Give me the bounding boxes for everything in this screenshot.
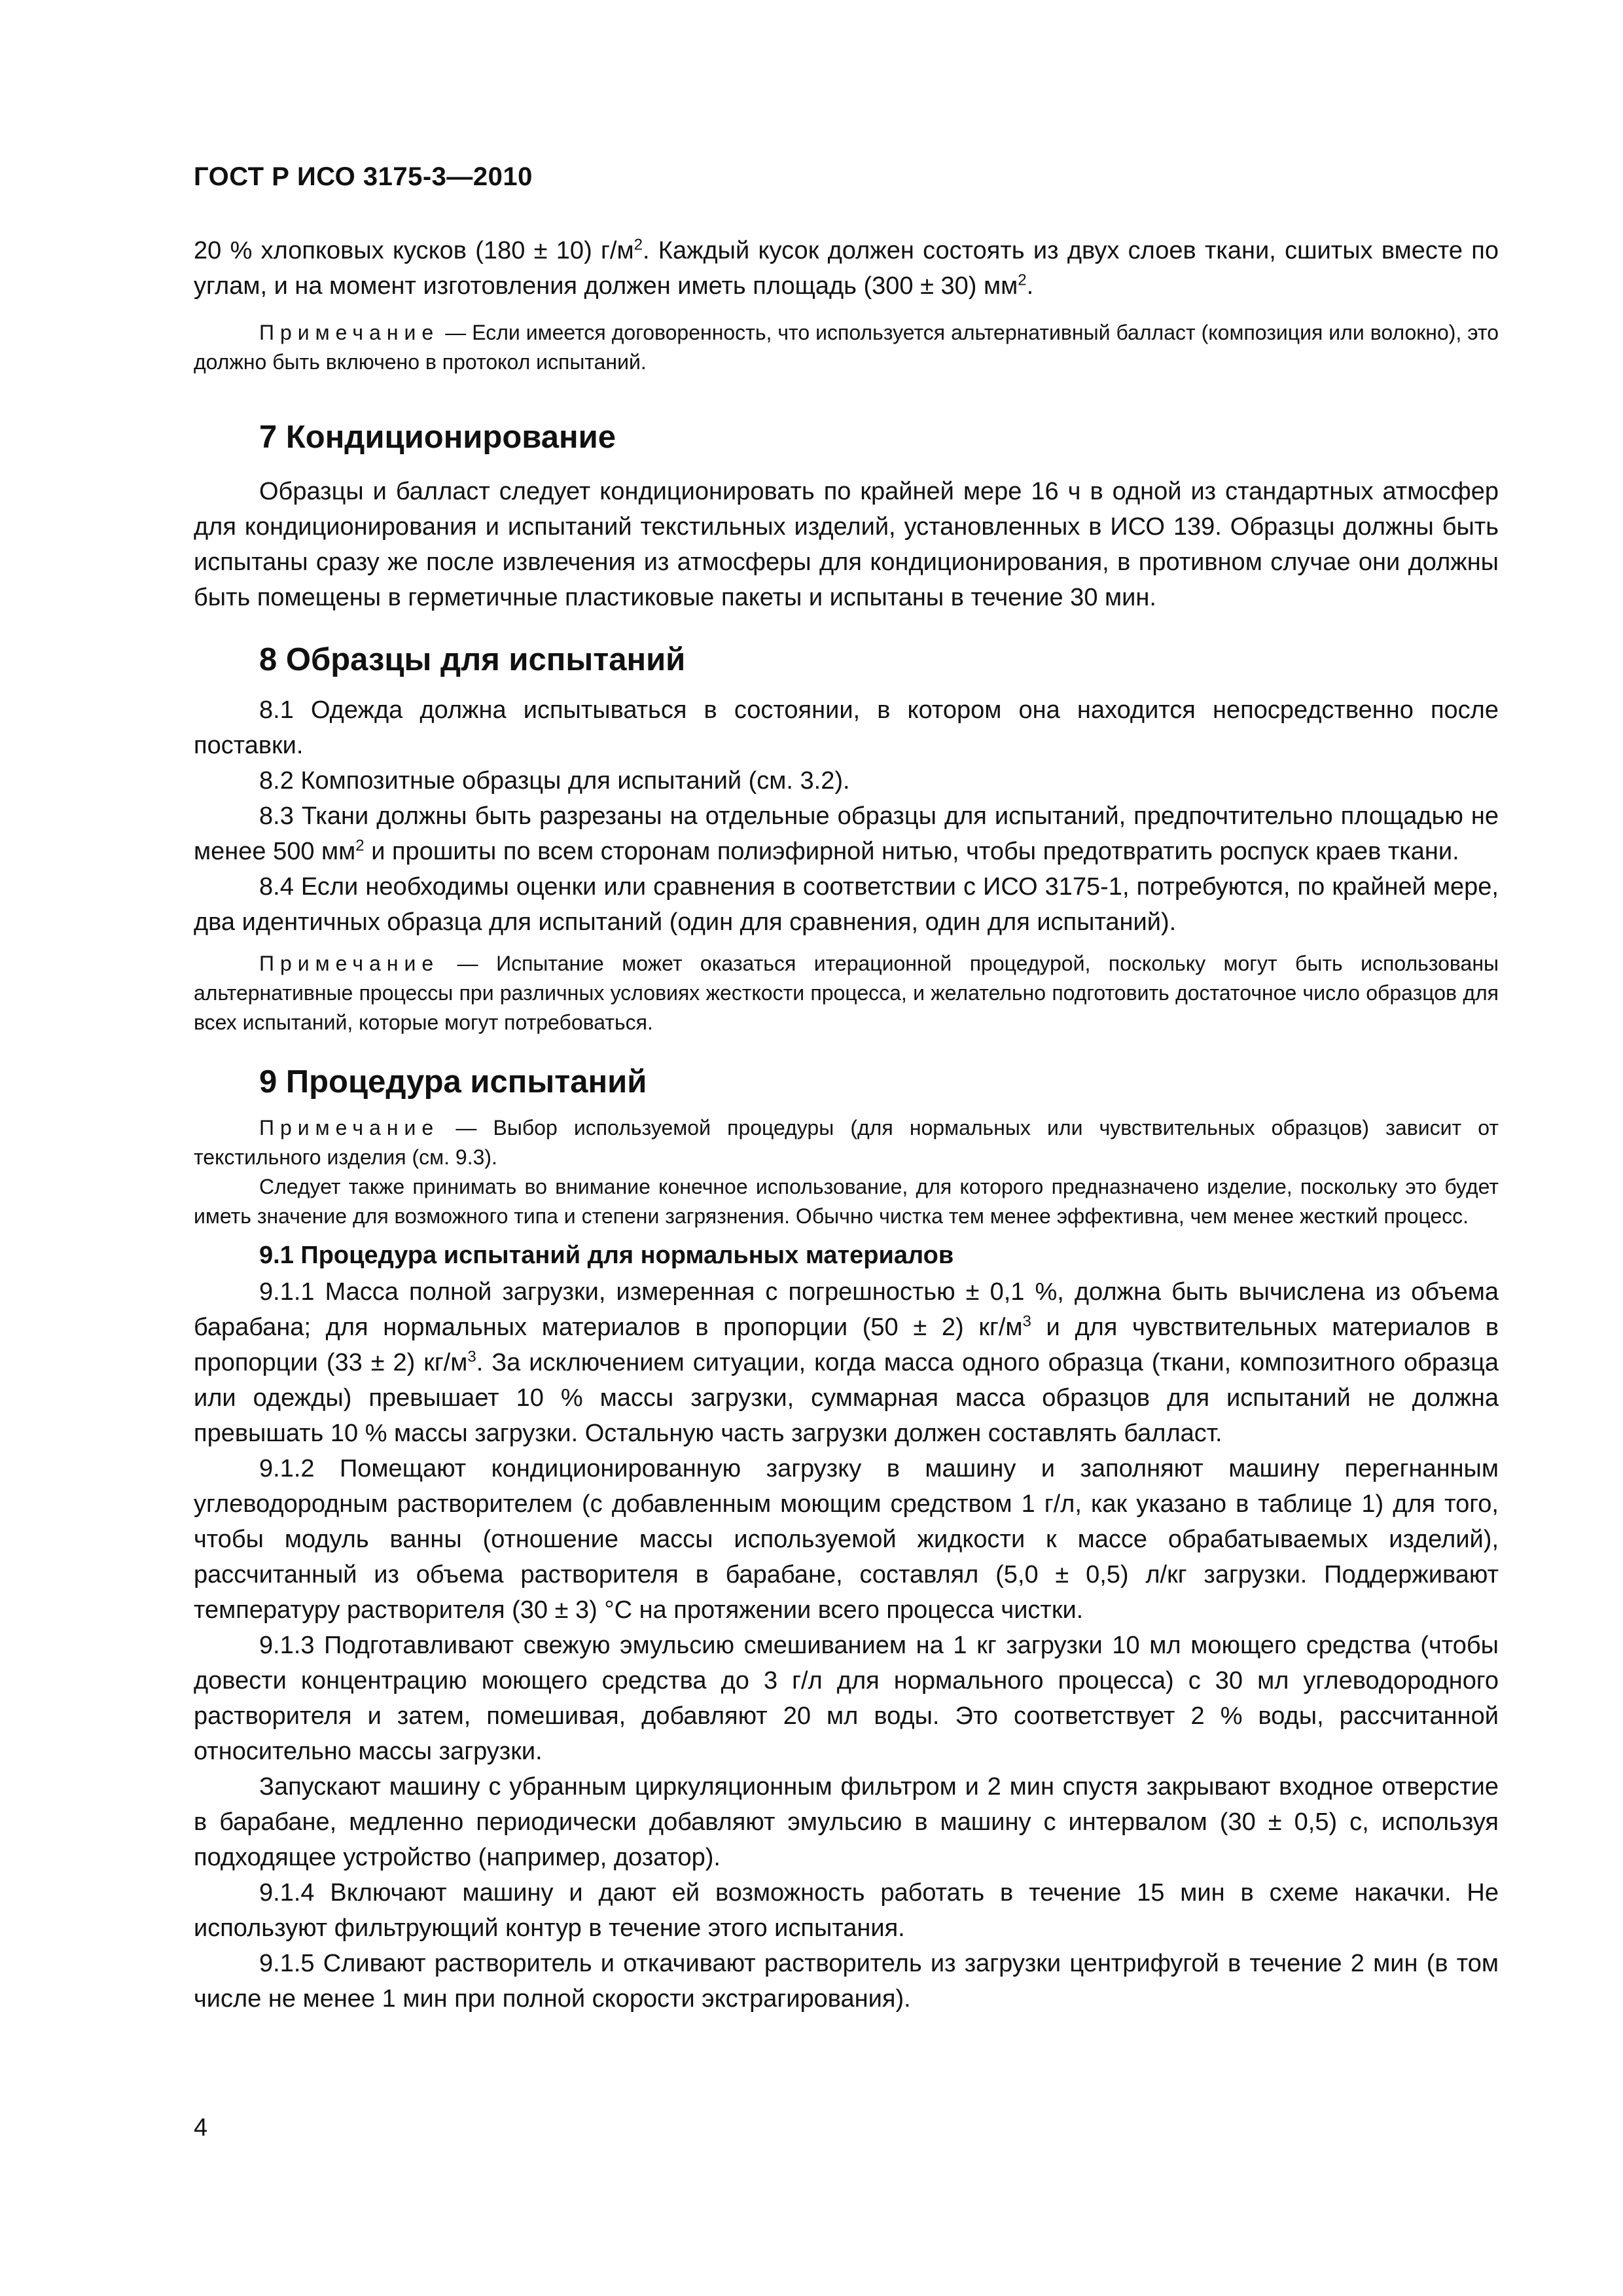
section-7-text: Образцы и балласт следует кондиционировать по крайней мере 16 ч в одной из стандартных атмосфер для кондиционирования и испытаний текстильных изделий, установленных в ИСО 139. Образцы должны быть испытаны сразу же после извлечения из атмосферы для кондиционирования, в противном случае они должны быть помещены в герметичные пластиковые пакеты и испытаны в течение 30 мин. xyxy=(194,478,1499,611)
page-content xyxy=(194,233,1499,2017)
section-7-title: 7 Кондиционирование xyxy=(259,420,616,455)
section-9-note-2: Следует также принимать во внимание конечное использование, для которого предназначено изделие, поскольку это будет иметь значение для возможного типа и степени загрязнения. Обычно чистка тем менее эффективна, чем менее жесткий процесс. xyxy=(194,1175,1499,1228)
section-9-1-1: 9.1.1 Масса полной загрузки, измеренная с погрешностью ± 0,1 %, должна быть вычислена из объема барабана; для нормальных материалов в пропорции (50 ± 2) $кг/м^3$ и для чувствительных материалов в пропорции (33 ± 2) $кг/м^3$. За исключением ситуации, когда масса одного образца (ткани, композитного образца или одежды) превышает 10 % массы загрузки, суммарная масса образцов для испытаний не должна превышать 10 % массы загрузки. Остальную часть загрузки должен составлять балласт. xyxy=(194,1278,1499,1447)
page-number: 4 xyxy=(194,2114,208,2142)
intro-note: Примечание — Если имеется договоренность, что используется альтернативный балласт (композиция или волокно), это должно быть включено в протокол испытаний. xyxy=(194,321,1499,374)
section-9-note: Примечание — Выбор используемой процедуры (для нормальных или чувствительных образцов) зависит от текстильного изделия (см. 9.3). xyxy=(194,1116,1499,1169)
section-9-1-4: 9.1.4 Включают машину и дают ей возможность работать в течение 15 мин в схеме накачки. Не используют фильтрующий контур в течение этого испытания. xyxy=(194,1879,1499,1942)
section-8-1: 8.1 Одежда должна испытываться в состоянии, в котором она находится непосредственно после поставки. xyxy=(194,696,1499,759)
intro-paragraph: 20 % хлопковых кусков (180 ± 10) $г/м^2$. Каждый кусок должен состоять из двух слоев ткани, сшитых вместе по углам, и на момент изготовления должен иметь площадь (300 ± 30) $мм^2$. xyxy=(194,236,1499,300)
section-8-4: 8.4 Если необходимы оценки или сравнения в соответствии с ИСО 3175-1, потребуются, по крайней мере, два идентичных образца для испытаний (один для сравнения, один для испытаний). xyxy=(194,873,1499,936)
section-8-title: 8 Образцы для испытаний xyxy=(259,642,686,677)
document-header: ГОСТ Р ИСО 3175-3—2010 xyxy=(194,162,533,191)
section-8-2: 8.2 Композитные образцы для испытаний (см. 3.2). xyxy=(259,767,850,795)
section-9-1-3-cont: Запускают машину с убранным циркуляционным фильтром и 2 мин спустя закрывают входное отверстие в барабане, медленно периодически добавляют эмульсию в машину с интервалом (30 ± 0,5) с, используя подходящее устройство (например, дозатор). xyxy=(194,1773,1499,1871)
section-9-1-5: 9.1.5 Сливают растворитель и откачивают растворитель из загрузки центрифугой в течение 2 мин (в том числе не менее 1 мин при полной скорости экстрагирования). xyxy=(194,1950,1499,2013)
section-8-note: Примечание — Испытание может оказаться итерационной процедурой, поскольку могут быть использованы альтернативные процессы при различных условиях жесткости процесса, и желательно подготовить достаточное число образцов для всех испытаний, которые могут потребоваться. xyxy=(194,952,1499,1034)
section-9-1-title: 9.1 Процедура испытаний для нормальных материалов xyxy=(259,1242,954,1269)
section-9-title: 9 Процедура испытаний xyxy=(259,1064,647,1100)
section-8-3: 8.3 Ткани должны быть разрезаны на отдельные образцы для испытаний, предпочтительно площадью не менее 500 $мм^2$ и прошиты по всем сторонам полиэфирной нитью, чтобы предотвратить роспуск краев ткани. xyxy=(194,802,1499,865)
section-9-1-2: 9.1.2 Помещают кондиционированную загрузку в машину и заполняют машину перегнанным углеводородным растворителем (с добавленным моющим средством 1 г/л, как указано в таблице 1) для того, чтобы модуль ванны (отношение массы используемой жидкости к массе обрабатываемых изделий), рассчитанный из объема растворителя в барабане, составлял (5,0 ± 0,5) л/кг загрузки. Поддерживают температуру растворителя (30 ± 3) °С на протяжении всего процесса чистки. xyxy=(194,1455,1499,1624)
section-9-1-3: 9.1.3 Подготавливают свежую эмульсию смешиванием на 1 кг загрузки 10 мл моющего средства (чтобы довести концентрацию моющего средства до 3 г/л для нормального процесса) с 30 мл углеводородного растворителя и затем, помешивая, добавляют 20 мл воды. Это соответствует 2 % воды, рассчитанной относительно массы загрузки. xyxy=(194,1632,1499,1765)
